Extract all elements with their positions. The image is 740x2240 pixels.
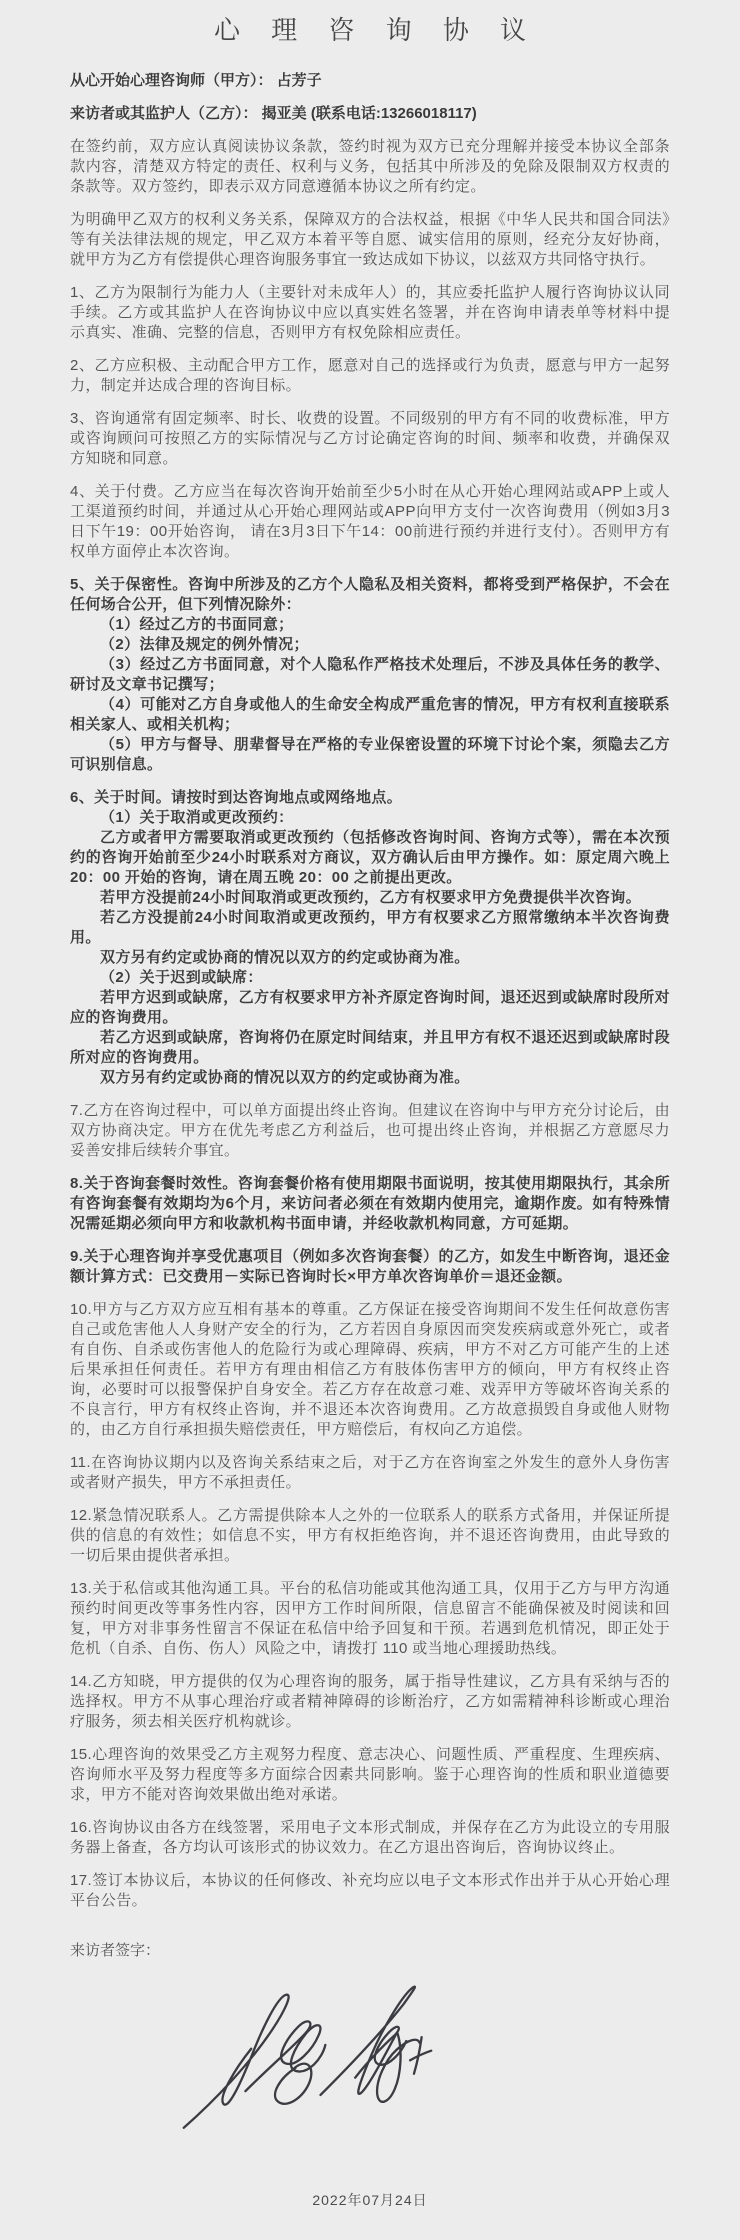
preamble-paragraph-1: 在签约前，双方应认真阅读协议条款，签约时视为双方已充分理解并接受本协议全部条款内容，清楚双方特定的责任、权利与义务，包括其中所涉及的免除及限制双方权责的条款等。双方签约，即表示双方同意遵循本协议之所有约定。 [70, 138, 670, 195]
page-title: 心 理 咨 询 协 议 [213, 15, 539, 45]
clause-paragraph: 13.关于私信或其他沟通工具。平台的私信功能或其他沟通工具，仅用于乙方与甲方沟通预约时间更改等事务性内容，因甲方工作时间所限，信息留言不能确保被及时阅读和回复，甲方对非事务性留言不保证在私信中给予回复和干预。若遇到危机情况，即正处于危机（自杀、自伤、伤人）风险之中，请拨打 110 或当地心理援助热线。 [70, 1580, 670, 1657]
clause-paragraph: 14.乙方知晓，甲方提供的仅为心理咨询的服务，属于指导性建议，乙方具有采纳与否的选择权。甲方不从事心理治疗或者精神障碍的诊断治疗，乙方如需精神科诊断或心理治疗服务，须去相关医疗机构就诊。 [70, 1673, 670, 1730]
clause-paragraph: 10.甲方与乙方双方应互相有基本的尊重。乙方保证在接受咨询期间不发生任何故意伤害自己或危害他人人身财产安全的行为，乙方若因自身原因而突发疾病或意外死亡，或者有自伤、自杀或伤害他人的危险行为或心理障碍、疾病，甲方不对乙方可能产生的上述后果承担任何责任。若甲方有理由相信乙方有肢体伤害甲方的倾向，甲方有权终止咨询，必要时可以报警保护自身安全。若乙方存在故意刁难、戏弄甲方等破坏咨询关系的不良言行，甲方有权终止咨询，并不退还本次咨询费用。乙方故意损毁自身或他人财物的，由乙方自行承担损失赔偿责任，甲方赔偿后，有权向乙方追偿。 [70, 1301, 670, 1438]
preamble [70, 137, 670, 270]
clause-paragraph: （2）关于迟到或缺席： [100, 969, 263, 986]
clause-paragraph: 9.关于心理咨询并享受优惠项目（例如多次咨询套餐）的乙方，如发生中断咨询，退还金额计算方式：已交费用－实际已咨询时长×甲方单次咨询单价＝退还金额。 [70, 1248, 670, 1285]
clause-paragraph: 乙方或者甲方需要取消或更改预约（包括修改咨询时间、咨询方式等），需在本次预约的咨询开始前至少24小时联系对方商议，双方确认后由甲方操作。如：原定周六晚上 20：00 开始的咨询，请在周五晚 20：00 之前提出更改。 [70, 829, 670, 886]
clause-paragraph: 若甲方没提前24小时间取消或更改预约，乙方有权要求甲方免费提供半次咨询。 [100, 889, 642, 906]
clause-paragraph: 12.紧急情况联系人。乙方需提供除本人之外的一位联系人的联系方式备用，并保证所提供的信息的有效性；如信息不实，甲方有权拒绝咨询，并不退还咨询费用，由此导致的一切后果由提供者承担。 [70, 1507, 670, 1564]
clause-1 [70, 283, 670, 343]
clause-paragraph: 若乙方迟到或缺席，咨询将仍在原定时间结束，并且甲方有权不退还迟到或缺席时段所对应的咨询费用。 [70, 1029, 670, 1066]
clause-paragraph: 1、乙方为限制行为能力人（主要针对未成年人）的，其应委托监护人履行咨询协议认同手续。乙方或其监护人在咨询协议中应以真实姓名签署，并在咨询申请表单等材料中提示真实、准确、完整的信息，否则甲方有权免除相应责任。 [70, 284, 670, 341]
clause-4 [70, 482, 670, 562]
clause-paragraph: 5、关于保密性。咨询中所涉及的乙方个人隐私及相关资料，都将受到严格保护，不会在任何场合公开，但下列情况除外： [70, 576, 670, 613]
clause-paragraph: 4、关于付费。乙方应当在每次咨询开始前至少5小时在从心开始心理网站或APP上或人工渠道预约时间，并通过从心开始心理网站或APP向甲方支付一次咨询费用（例如3月3日下午19：00开始咨询， 请在3月3日下午14：00前进行预约并进行支付）。否则甲方有权单方面停止本次咨询。 [70, 483, 670, 560]
clause-5 [70, 575, 670, 775]
signature-date: 2022年07月24日 [312, 2192, 428, 2208]
clause-paragraph: 17.签订本协议后，本协议的任何修改、补充均应以电子文本形式作出并于从心开始心理平台公告。 [70, 1872, 670, 1909]
clause-3 [70, 409, 670, 469]
clause-paragraph: 双方另有约定或协商的情况以双方的约定或协商为准。 [100, 949, 470, 966]
clause-6 [70, 788, 670, 1088]
clause-2 [70, 356, 670, 396]
clause-paragraph: （1）经过乙方的书面同意； [100, 616, 294, 633]
clause-paragraph: （3）经过乙方书面同意，对个人隐私作严格技术处理后，不涉及具体任务的教学、研讨及文章书记撰写； [70, 656, 670, 693]
visitor-signature-label: 来访者签字： [70, 1942, 161, 1959]
clause-paragraph: 2、乙方应积极、主动配合甲方工作，愿意对自己的选择或行为负责，愿意与甲方一起努力，制定并达成合理的咨询目标。 [70, 357, 670, 394]
preamble-paragraph-2: 为明确甲乙双方的权利义务关系，保障双方的合法权益，根据《中华人民共和国合同法》等有关法律法规的规定，甲乙双方本着平等自愿、诚实信用的原则，经充分友好协商，就甲方为乙方有偿提供心理咨询服务事宜一致达成如下协议，以兹双方共同恪守执行。 [70, 211, 670, 268]
clause-15 [70, 1745, 670, 1805]
clause-paragraph: 8.关于咨询套餐时效性。咨询套餐价格有使用期限书面说明，按其使用期限执行，其余所有咨询套餐有效期均为6个月，来访问者必须在有效期内使用完，逾期作废。如有特殊情况需延期必须向甲方和收款机构书面申请，并经收款机构同意，方可延期。 [70, 1175, 670, 1232]
clause-8 [70, 1174, 670, 1234]
clause-paragraph: 11.在咨询协议期内以及咨询关系结束之后，对于乙方在咨询室之外发生的意外人身伤害或者财产损失，甲方不承担责任。 [70, 1454, 670, 1491]
clause-paragraph: 6、关于时间。请按时到达咨询地点或网络地点。 [70, 789, 403, 806]
party-b-line: 来访者或其监护人（乙方）： 揭亚美 (联系电话:13266018117) [70, 105, 477, 122]
clause-9 [70, 1247, 670, 1287]
clause-14 [70, 1672, 670, 1732]
clause-17 [70, 1871, 670, 1911]
clause-10 [70, 1300, 670, 1440]
clause-16 [70, 1818, 670, 1858]
clause-paragraph: 16.咨询协议由各方在线签署，采用电子文本形式制成，并保存在乙方为此设立的专用服务器上备查，各方均认可该形式的协议效力。在乙方退出咨询后，咨询协议终止。 [70, 1819, 670, 1856]
clause-paragraph: 3、咨询通常有固定频率、时长、收费的设置。不同级别的甲方有不同的收费标准，甲方或咨询顾问可按照乙方的实际情况与乙方讨论确定咨询的时间、频率和收费，并确保双方知晓和同意。 [70, 410, 670, 467]
clause-paragraph: （4）可能对乙方自身或他人的生命安全构成严重危害的情况，甲方有权利直接联系相关家人、或相关机构； [70, 696, 670, 733]
clauses [70, 283, 670, 1911]
party-a-line: 从心开始心理咨询师（甲方）： 占芳子 [70, 72, 322, 89]
clause-paragraph: 15.心理咨询的效果受乙方主观努力程度、意志决心、问题性质、严重程度、生理疾病、咨询师水平及努力程度等多方面综合因素共同影响。鉴于心理咨询的性质和职业道德要求，甲方不能对咨询效果做出绝对承诺。 [70, 1746, 670, 1803]
clause-paragraph: 若乙方没提前24小时间取消或更改预约，甲方有权要求乙方照常缴纳本半次咨询费用。 [70, 909, 670, 946]
clause-12 [70, 1506, 670, 1566]
clause-paragraph: （1）关于取消或更改预约： [100, 809, 294, 826]
clause-paragraph: （2）法律及规定的例外情况； [100, 636, 309, 653]
clause-13 [70, 1579, 670, 1659]
clause-paragraph: 若甲方迟到或缺席，乙方有权要求甲方补齐原定咨询时间，退还迟到或缺席时段所对应的咨询费用。 [70, 989, 670, 1026]
clause-paragraph: （5）甲方与督导、朋辈督导在严格的专业保密设置的环境下讨论个案，须隐去乙方可识别信息。 [70, 736, 670, 773]
visitor-signature-image [178, 1973, 438, 2138]
clause-paragraph: 双方另有约定或协商的情况以双方的约定或协商为准。 [100, 1069, 470, 1086]
clause-11 [70, 1453, 670, 1493]
clause-7 [70, 1101, 670, 1161]
clause-paragraph: 7.乙方在咨询过程中，可以单方面提出终止咨询。但建议在咨询中与甲方充分讨论后，由双方协商决定。甲方在优先考虑乙方利益后，也可提出终止咨询，并根据乙方意愿尽力妥善安排后续转介事宜。 [70, 1102, 670, 1159]
signature-strokes [178, 1973, 438, 2138]
